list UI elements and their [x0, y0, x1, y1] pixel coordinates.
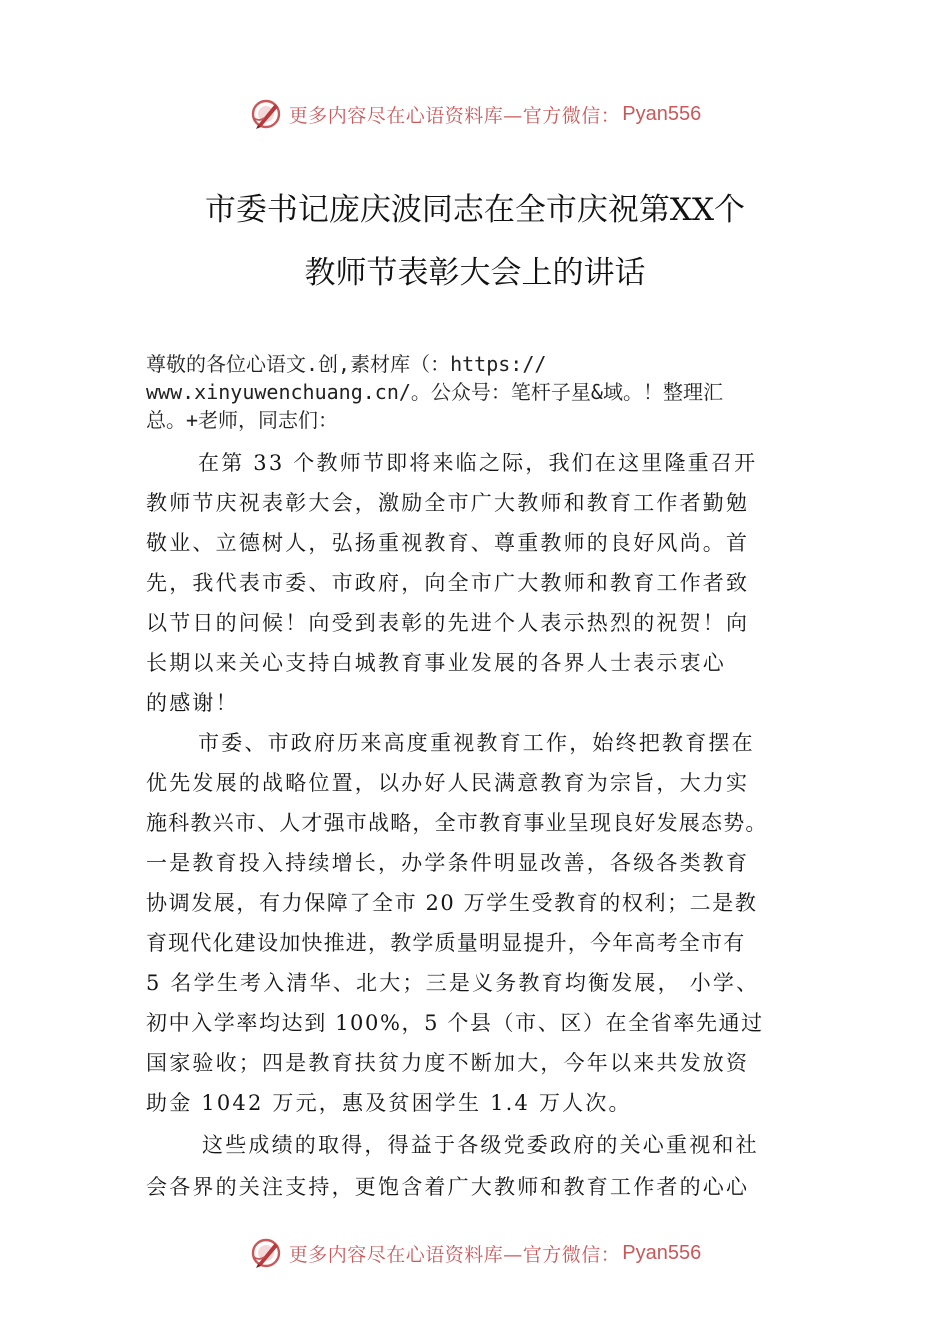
- paragraph-line: 先，我代表市委、市政府，向全市广大教师和教育工作者致: [146, 571, 750, 595]
- paragraph-line: 助金 1042 万元，惠及贫困学生 1.4 万人次。: [146, 1091, 632, 1115]
- pen-logo-icon: [249, 1236, 283, 1270]
- paragraph-line: 5 名学生考入清华、北大；三是义务教育均衡发展， 小学、: [146, 971, 760, 995]
- banner-text: 更多内容尽在心语资料库—官方微信：: [288, 1243, 621, 1266]
- paragraph-line: 会各界的关注支持，更饱含着广大教师和教育工作者的心心: [146, 1175, 750, 1199]
- paragraph-line: 初中入学率均达到 100%，5 个县（市、区）在全省率先通过: [146, 1011, 764, 1035]
- paragraph-line: 育现代化建设加快推进，教学质量明显提升，今年高考全市有: [146, 931, 746, 955]
- salutation: [146, 350, 826, 434]
- paragraph-line: 这些成绩的取得，得益于各级党委政府的关心重视和社: [202, 1133, 759, 1157]
- paragraph-line: 施科教兴市、人才强市战略，全市教育事业呈现良好发展态势。: [146, 811, 768, 835]
- document-title-line-2: 教师节表彰大会上的讲话: [304, 255, 646, 291]
- paragraph-line: 的感谢！: [146, 691, 239, 715]
- document-title-line-1: 市委书记庞庆波同志在全市庆祝第XX个: [204, 192, 746, 228]
- paragraph-line: 在第 33 个教师节即将来临之际，我们在这里隆重召开: [198, 451, 758, 475]
- banner-wechat-handle: Pyan556: [622, 102, 702, 125]
- paragraph-line: 长期以来关心支持白城教育事业发展的各界人士表示衷心: [146, 651, 726, 675]
- paragraph-line: 以节日的问候！向受到表彰的先进个人表示热烈的祝贺！向: [146, 611, 750, 635]
- paragraph-line: 一是教育投入持续增长，办学条件明显改善，各级各类教育: [146, 851, 750, 875]
- salutation-line: 尊敬的各位心语文.创,素材库（：https://: [146, 352, 547, 376]
- paragraph-line: 市委、市政府历来高度重视教育工作，始终把教育摆在: [198, 731, 755, 755]
- paragraph-line: 协调发展，有力保障了全市 20 万学生受教育的权利；二是教: [146, 891, 758, 915]
- paragraph-line: 教师节庆祝表彰大会，激励全市广大教师和教育工作者勤勉: [146, 491, 750, 515]
- salutation-line: www.xinyuwenchuang.cn/。公众号：笔杆子星&域。！整理汇: [146, 380, 723, 404]
- header-banner: [0, 94, 950, 134]
- paragraph-line: 优先发展的战略位置，以办好人民满意教育为宗旨，大力实: [146, 771, 750, 795]
- banner-text: 更多内容尽在心语资料库—官方微信：: [288, 104, 621, 127]
- footer-banner: [0, 1233, 950, 1273]
- salutation-line: 总。+老师，同志们：: [146, 408, 339, 432]
- paragraph-line: 国家验收；四是教育扶贫力度不断加大，今年以来共发放资: [146, 1051, 750, 1075]
- paragraph-line: 敬业、立德树人，弘扬重视教育、尊重教师的良好风尚。首: [146, 531, 750, 555]
- banner-wechat-handle: Pyan556: [622, 1241, 702, 1264]
- pen-logo-icon: [249, 97, 283, 131]
